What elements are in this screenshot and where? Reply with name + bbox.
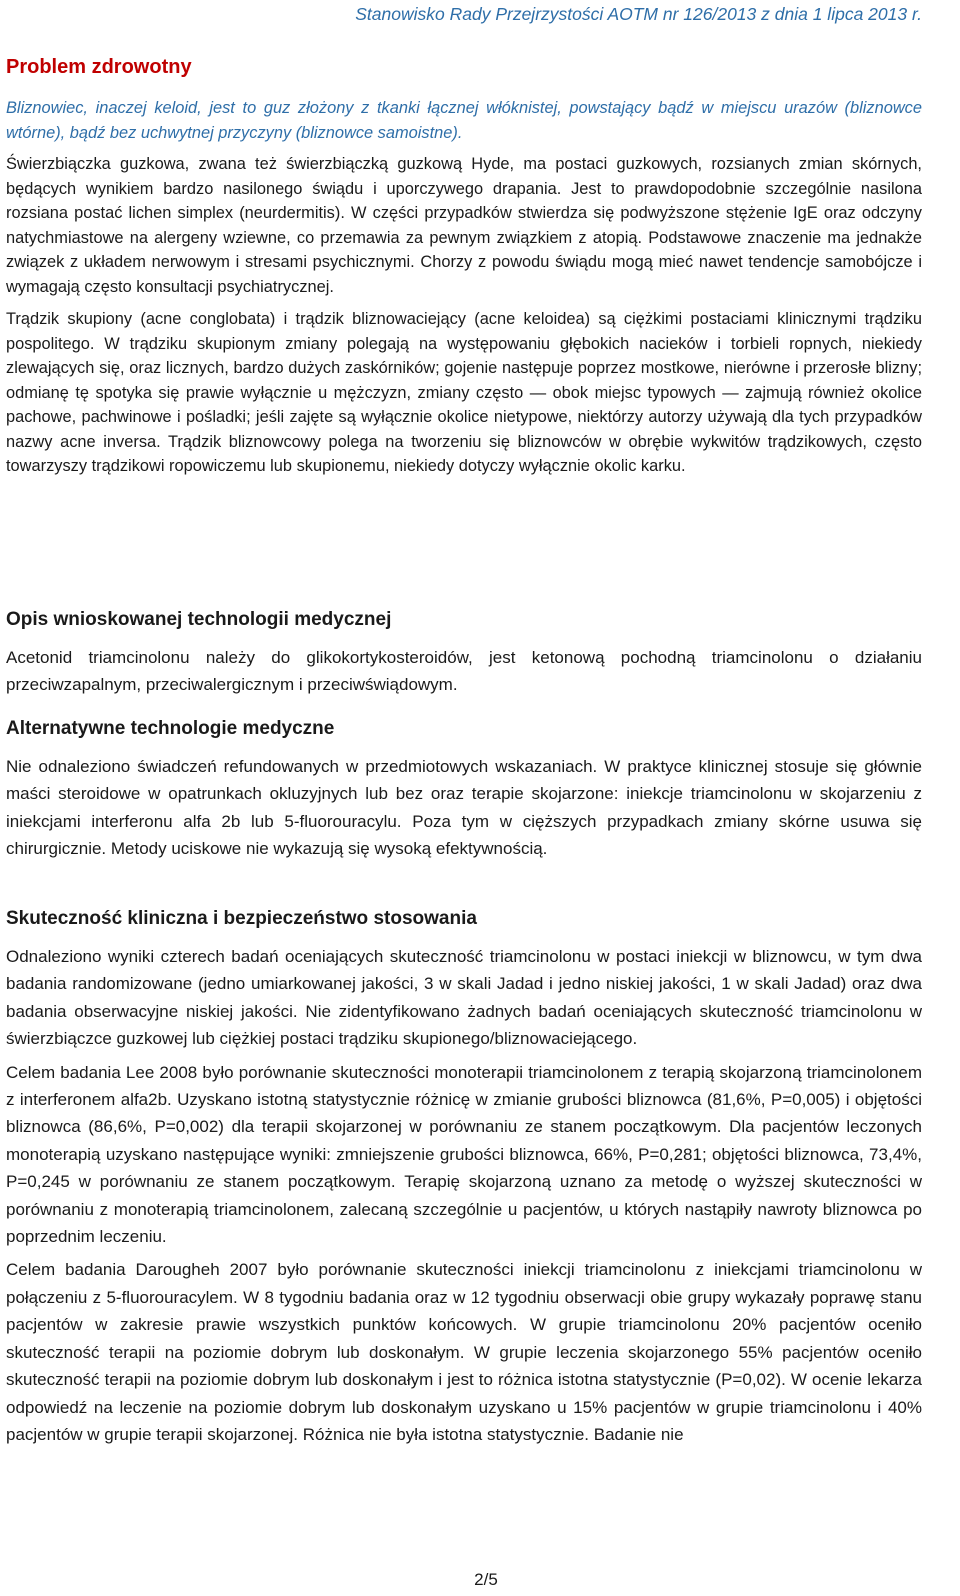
page-header: Stanowisko Rady Przejrzystości AOTM nr 126/2013 z dnia 1 lipca 2013 r.	[355, 4, 922, 24]
section-alternatywne	[6, 718, 922, 863]
heading-skutecznosc: Skuteczność kliniczna i bezpieczeństwo stosowania	[6, 908, 477, 929]
paragraph-opis: Acetonid triamcinolonu należy do glikokortykosteroidów, jest ketonową pochodną triamcinolonu o działaniu przeciwzapalnym, przeciwalergicznym i przeciwświądowym.	[6, 648, 922, 695]
paragraph-bliznowiec: Bliznowiec, inaczej keloid, jest to guz złożony z tkanki łącznej włóknistej, powstający bądź w miejscu urazów (bliznowce wtórne), bądź bez uchwytnej przyczyny (bliznowce samoistne).	[6, 99, 922, 142]
section-skutecznosc	[6, 908, 922, 1448]
heading-alternatywne: Alternatywne technologie medyczne	[6, 718, 335, 739]
section-opis	[6, 609, 922, 699]
page-number: 2/5	[474, 1570, 498, 1589]
paragraph-skutecznosc-lee: Celem badania Lee 2008 było porównanie skuteczności monoterapii triamcinolonem z terapią skojarzoną triamcinolonem z interferonem alfa2b. Uzyskano istotną statystycznie różnicę w zmianie grubości bliznowca (81,6%, P=0,005) i objętości bliznowca (86,6%, P=0,002) dla terapii skojarzonej w porównaniu ze stanem początkowym. Dla pacjentów leczonych monoterapią uzyskano następujące wyniki: zmniejszenie grubości bliznowca, 66%, P=0,281; objętości bliznowca, 73,4%, P=0,245 w porównaniu ze stanem początkowym. Terapię skojarzoną uznano za metodę o wyższej skuteczności w porównaniu z monoterapią triamcinolonem, zalecaną szczególnie u pacjentów, u których nastąpiły nawroty bliznowca po poprzednim leczeniu.	[6, 1062, 922, 1247]
paragraph-skutecznosc-1: Odnaleziono wyniki czterech badań oceniających skuteczność triamcinolonu w postaci iniekcji w bliznowcu, w tym dwa badania randomizowane (jedno umiarkowanej jakości, 3 w skali Jadad i jedno niskiej jakości, 1 w skali Jadad) oraz dwa badania obserwacyjne niskiej jakości. Nie zidentyfikowano żadnych badań oceniających skuteczność triamcinolonu w świerzbiączce guzkowej lub ciężkiej postaci trądziku skupionego/bliznowaciejącego.	[6, 947, 922, 1049]
paragraph-tradzik: Trądzik skupiony (acne conglobata) i trądzik bliznowaciejący (acne keloidea) są ciężkimi postaciami klinicznymi trądziku pospolitego. W trądziku skupionym zmiany polegają na występowaniu głębokich nacieków i torbieli ropnych, niekiedy zlewających się, oraz licznych, bardzo dużych zaskórników; gojenie następuje poprzez mostkowe, nierówne i przerosłe blizny; odmianę tę spotyka się prawie wyłącznie u mężczyzn, zmiany często — obok miejsc typowych — zajmują również okolice pachowe, pachwinowe i pośladki; jeśli zajęte są wyłącznie okolice nietypowe, niektórzy autorzy używają dla tych przypadków nazwy acne inversa. Trądzik bliznowcowy polega na tworzeniu się bliznowców w obrębie wykwitów trądzikowych, często towarzyszy trądzikowi ropowiczemu lub skupionemu, niekiedy dotyczy wyłącznie okolic karku.	[6, 310, 922, 475]
heading-problem-zdrowotny: Problem zdrowotny	[6, 56, 192, 78]
paragraph-swierzbiaczka: Świerzbiączka guzkowa, zwana też świerzbiączką guzkową Hyde, ma postaci guzkowych, rozsianych zmian skórnych, będących wynikiem bardzo nasilonego świądu i uporczywego drapania. Jest to prawdopodobnie szczególnie nasilona rozsiana postać lichen simplex (neurdermitis). W części przypadków stwierdza się podwyższone stężenie IgE oraz odczyny natychmiastowe na alergeny wziewne, co przemawia za pewnym związkiem z atopią. Podstawowe znaczenie ma jednakże związek z układem nerwowym i stresami psychicznymi. Chorzy z powodu świądu mogą mieć nawet tendencje samobójcze i wymagają często konsultacji psychiatrycznej.	[6, 155, 922, 296]
paragraph-skutecznosc-darougheh: Celem badania Darougheh 2007 było porównanie skuteczności iniekcji triamcinolonu z iniekcjami triamcinolonu w połączeniu z 5-fluorouracylem. W 8 tygodniu badania oraz w 12 tygodniu obserwacji obie grupy wykazały poprawę stanu pacjentów w zakresie prawie wszystkich punktów końcowych. W grupie triamcinolonu 20% pacjentów oceniło skuteczność terapii na poziomie dobrym lub doskonałym. W grupie leczenia skojarzonego 55% pacjentów oceniło skuteczność terapii na poziomie dobrym lub doskonałym i jest to różnica istotna statystycznie (P=0,02). W ocenie lekarza odpowiedź na leczenie na poziomie dobrym lub doskonałym uzyskano u 15% pacjentów w grupie triamcinolonu i 40% pacjentów w grupie terapii skojarzonej. Różnica nie była istotna statystycznie. Badanie nie	[6, 1260, 922, 1444]
section-problem-body	[6, 96, 922, 479]
paragraph-alternatywne: Nie odnaleziono świadczeń refundowanych w przedmiotowych wskazaniach. W praktyce klinicznej stosuje się głównie maści steroidowe w opatrunkach okluzyjnych lub bez oraz terapie skojarzone: iniekcje triamcinolonu w skojarzeniu z iniekcjami interferonu alfa 2b lub 5-fluorouracylu. Poza tym w cięższych przypadkach zmiany skórne usuwa się chirurgicznie. Metody uciskowe nie wykazują się wysoką efektywnością.	[6, 757, 922, 859]
heading-opis: Opis wnioskowanej technologii medycznej	[6, 609, 392, 630]
